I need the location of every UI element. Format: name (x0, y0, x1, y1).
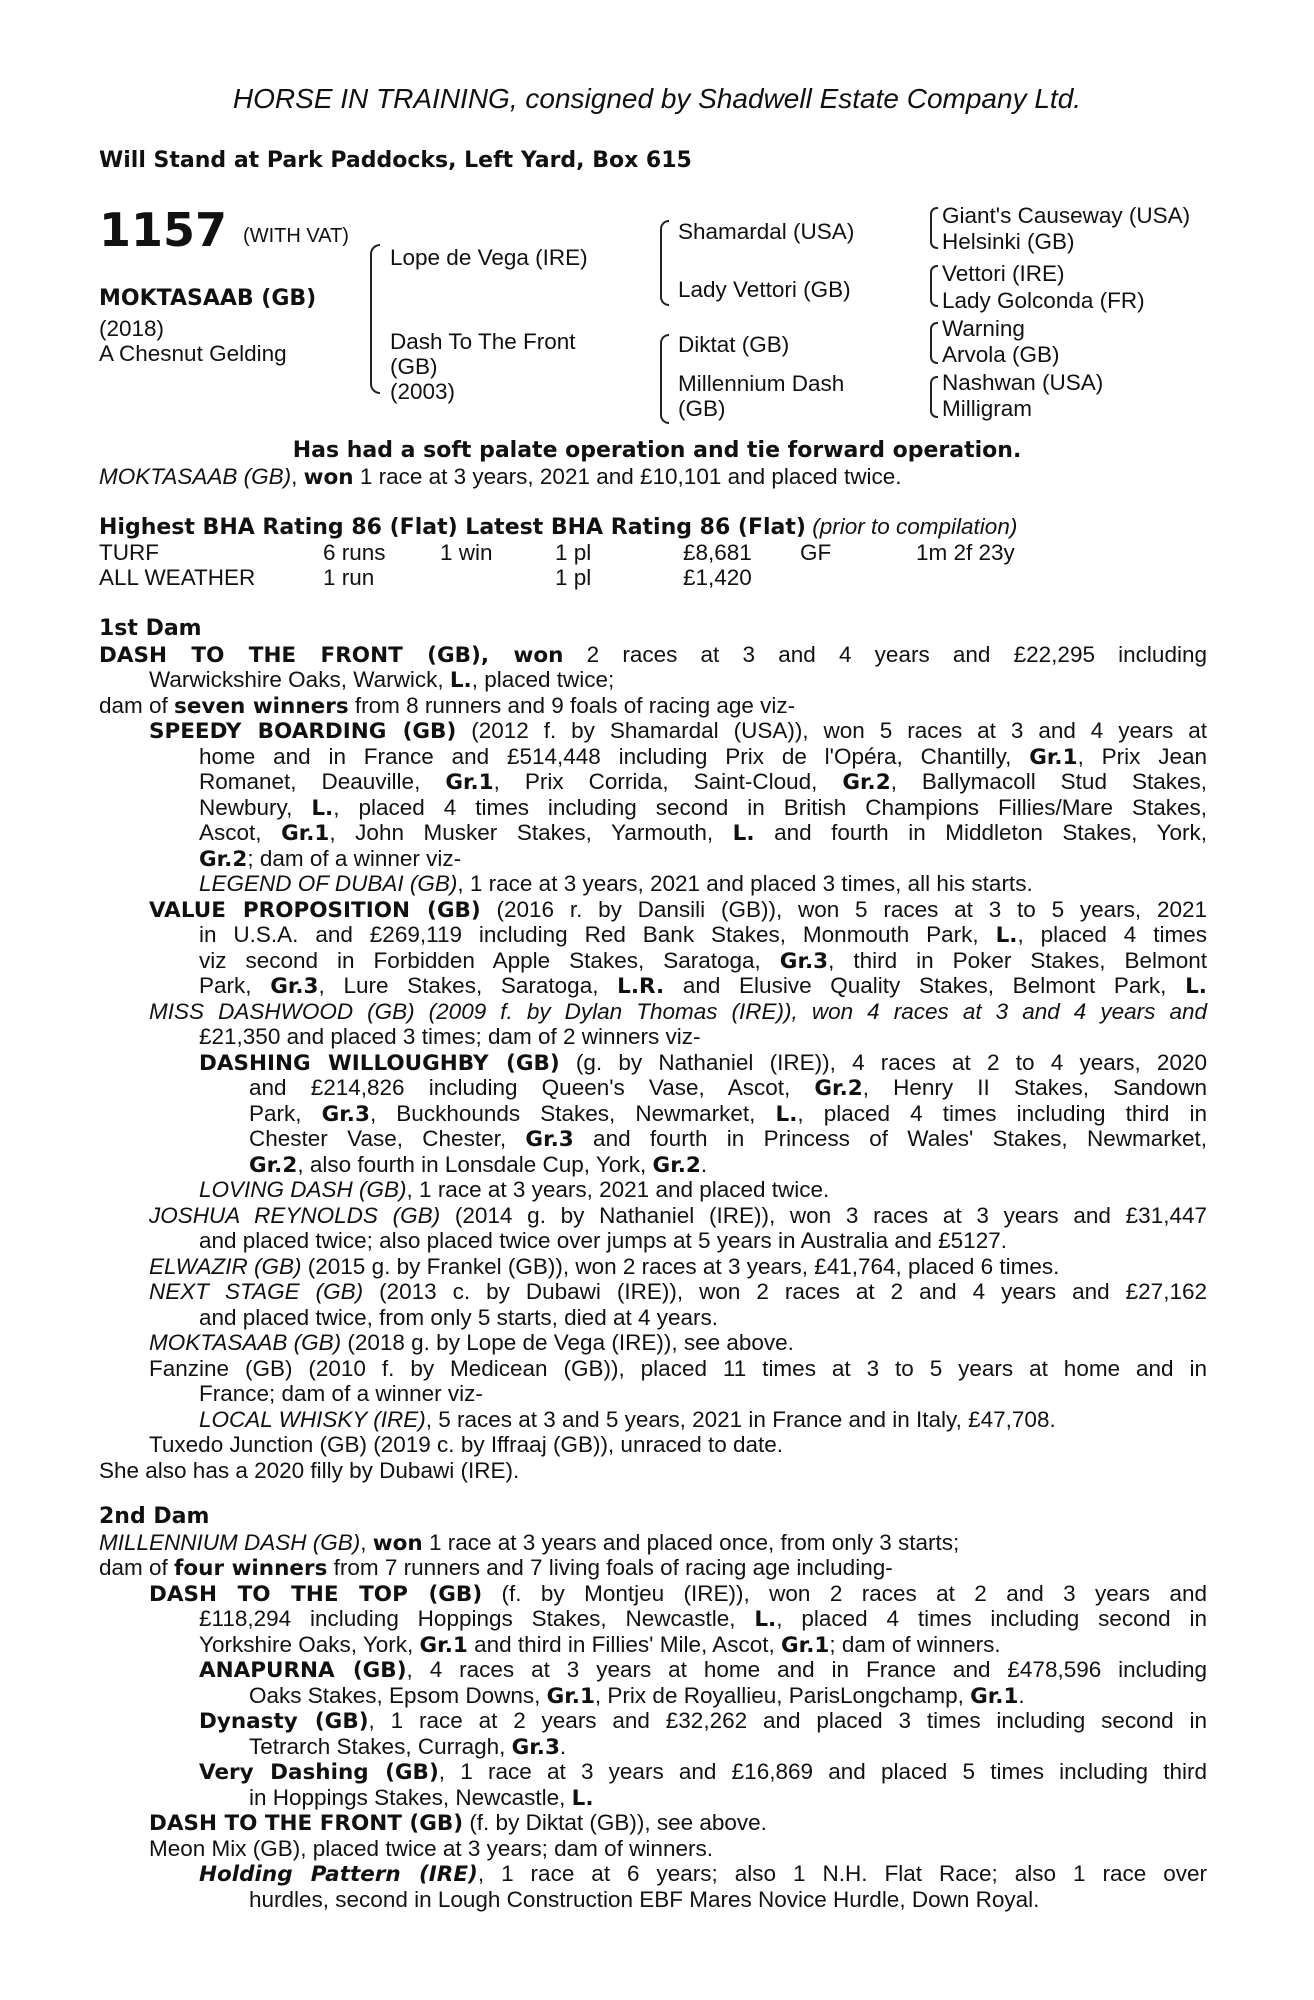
sd-line (99, 1581, 1207, 1607)
fd-t60: Gr.2 (249, 1152, 298, 1178)
first-dam-section (99, 616, 1207, 1483)
fd-line (99, 744, 1207, 770)
sd-s05: dam of (99, 1555, 175, 1580)
fd-t54: , Buckhounds Stakes, Newmarket, (369, 1100, 776, 1126)
sd-s20: Oaks Stakes, Epsom Downs, (249, 1682, 547, 1708)
sd-line (99, 1887, 1207, 1913)
fd-t31: VALUE PROPOSITION (GB) (149, 897, 481, 923)
sd-s29: . (559, 1733, 567, 1759)
operation-note: Has had a soft palate operation and tie forward operation. (292, 438, 1022, 463)
fd-t73: and placed twice, from only 5 starts, died at 4 years. (199, 1304, 719, 1330)
fd-line (99, 667, 1207, 693)
fd-t15: Gr.1 (445, 770, 494, 795)
sd-s38: , 1 race at 6 years; also 1 N.H. Flat Race; also 1 race over (477, 1861, 1207, 1886)
fd-t76: Fanzine (GB) (2010 f. by Medicean (GB)), placed 11 times at 3 to 5 years at home and in (149, 1355, 1207, 1381)
dam-dam-sire: Nashwan (USA) (942, 370, 1104, 395)
sd-s25: Dynasty (GB) (199, 1709, 369, 1734)
fd-t16: , Prix Corrida, Saint-Cloud, (493, 769, 843, 794)
fd-t17: Gr.2 (842, 770, 891, 795)
fd-t07: seven winners (174, 693, 349, 719)
fd-t04: L. (449, 668, 472, 693)
sd-s13: Yorkshire Oaks, York, (199, 1631, 420, 1657)
sd-line (99, 1632, 1207, 1658)
sd-s27: Tetrarch Stakes, Curragh, (249, 1733, 512, 1759)
turf-distance: 1m 2f 23y (916, 540, 1015, 565)
fd-t74: MOKTASAAB (GB) (149, 1330, 342, 1355)
sd-s17: ; dam of winners. (829, 1631, 1001, 1657)
fd-t14: Romanet, Deauville, (199, 769, 446, 794)
fd-line (99, 1101, 1207, 1127)
dam-brace (660, 334, 669, 424)
fd-t30: , 1 race at 3 years, 2021 and placed 3 times, all his starts. (457, 871, 1033, 896)
fd-line (99, 1432, 1207, 1458)
fd-t26: and fourth in Middleton Stakes, York, (754, 820, 1207, 845)
fd-line (99, 1407, 1207, 1433)
sd-s16: Gr.1 (781, 1632, 830, 1658)
dam-origin: (GB) (390, 354, 438, 379)
dam-name: Dash To The Front (390, 329, 576, 354)
sire-dam-dam: Lady Golconda (FR) (942, 288, 1145, 313)
fd-line (99, 973, 1207, 999)
sd-s21: Gr.1 (546, 1683, 595, 1709)
fd-t56: , placed 4 times including third in (797, 1100, 1207, 1126)
sd-s22: , Prix de Royallieu, ParisLongchamp, (594, 1682, 971, 1708)
fd-t39: Park, (199, 973, 271, 998)
dam-dam-origin: (GB) (678, 396, 726, 421)
turf-runs: 6 runs (323, 540, 386, 565)
horse-description: A Chesnut Gelding (99, 341, 287, 366)
fd-t12: Gr.1 (1029, 744, 1078, 770)
sd-line (99, 1759, 1207, 1785)
sd-line (99, 1836, 1207, 1862)
turf-surface: TURF (99, 540, 159, 565)
fd-line (99, 1050, 1207, 1076)
sd-line (99, 1657, 1207, 1683)
fd-line (99, 1254, 1207, 1280)
fd-line (99, 922, 1207, 948)
sd-s18: ANAPURNA (GB) (199, 1658, 407, 1683)
sd-line (99, 1606, 1207, 1632)
fd-t51: , Henry II Stakes, Sandown (862, 1075, 1207, 1100)
sire-dam-sire: Vettori (IRE) (942, 261, 1065, 286)
sd-s39: hurdles, second in Lough Construction EBF Mares Novice Hurdle, Down Royal. (249, 1886, 1040, 1912)
fd-t72: (2013 c. by Dubawi (IRE)), won 2 races at 2 and 4 years and £27,162 (363, 1279, 1207, 1304)
sd-line (99, 1530, 1207, 1556)
fd-t34: L. (995, 923, 1018, 948)
stand-location: Will Stand at Park Paddocks, Left Yard, Box 615 (99, 148, 692, 173)
fd-line (99, 1330, 1207, 1356)
fd-t47: DASHING WILLOUGHBY (GB) (199, 1050, 560, 1076)
fd-t65: , 1 race at 3 years, 2021 and placed twice. (406, 1177, 830, 1202)
dam-dam-name: Millennium Dash (678, 371, 845, 396)
fd-t06: dam of (99, 692, 175, 718)
fd-line (99, 1177, 1207, 1203)
sd-s28: Gr.3 (511, 1734, 560, 1760)
fd-t70: (2015 g. by Frankel (GB)), won 2 races at 3 years, £41,764, placed 6 times. (301, 1253, 1060, 1279)
fd-t03: Warwickshire Oaks, Warwick, (149, 667, 450, 692)
race-summary: MOKTASAAB (GB), won 1 race at 3 years, 2021 and £10,101 and placed twice. (99, 464, 902, 490)
consignment-line: HORSE IN TRAINING, consigned by Shadwell Estate Company Ltd. (232, 83, 1082, 114)
sire-sire-dam: Helsinki (GB) (942, 229, 1075, 254)
fd-line (99, 1279, 1207, 1305)
fd-t61: , also fourth in Lonsdale Cup, York, (297, 1151, 653, 1177)
sd-line (99, 1555, 1207, 1581)
sd-s19: , 4 races at 3 years at home and in France and £478,596 including (406, 1657, 1207, 1682)
sd-s24: . (1018, 1682, 1025, 1708)
fd-t05: , placed twice; (471, 667, 615, 692)
dam-sire-dam: Arvola (GB) (942, 342, 1060, 367)
fd-t08: from 8 runners and 9 foals of racing age viz- (348, 692, 796, 718)
fd-t27: Gr.2 (199, 846, 248, 872)
fd-t66: JOSHUA REYNOLDS (GB) (149, 1202, 441, 1228)
fd-t18: , Ballymacoll Stud Stakes, (890, 769, 1207, 794)
fd-t20: L. (311, 795, 334, 821)
second-dam-section (99, 1504, 1207, 1912)
sd-s07: from 7 runners and 7 living foals of racing age including- (327, 1555, 893, 1580)
sd-s30: Very Dashing (GB) (199, 1760, 439, 1785)
sd-line (99, 1810, 1207, 1836)
fd-line (99, 1458, 1207, 1484)
fd-t69: ELWAZIR (GB) (149, 1253, 302, 1279)
aw-surface: ALL WEATHER (99, 565, 256, 590)
summary-won: won (303, 465, 354, 490)
sd-s32: in Hoppings Stakes, Newcastle, (249, 1784, 572, 1810)
fd-t29: LEGEND OF DUBAI (GB) (199, 871, 458, 896)
fd-t49: and £214,826 including Queen's Vase, Ascot, (249, 1075, 815, 1100)
sd-s14: Gr.1 (419, 1632, 468, 1658)
fd-t52: Park, (249, 1100, 322, 1126)
fd-line (99, 846, 1207, 872)
sd-s08: DASH TO THE TOP (GB) (149, 1581, 483, 1607)
fd-line (99, 1203, 1207, 1229)
first-dam-heading: 1st Dam (99, 616, 202, 641)
fd-t68: and placed twice; also placed twice over jumps at 5 years in Australia and £5127. (199, 1228, 1007, 1253)
fd-t44: L. (1185, 974, 1207, 999)
sd-line (99, 1734, 1207, 1760)
fd-line (99, 1024, 1207, 1050)
fd-t45: MISS DASHWOOD (GB) (2009 f. by Dylan Thomas (IRE)), won 4 races at 3 and 4 years and (149, 998, 1207, 1024)
sd-s11: L. (754, 1607, 777, 1632)
fd-line (99, 1381, 1207, 1407)
turf-wins: 1 win (440, 540, 493, 565)
sire-brace (660, 220, 669, 306)
fd-t02: 2 races at 3 and 4 years and £22,295 including (563, 641, 1207, 667)
sd-s02: , (360, 1529, 373, 1555)
sd-line (99, 1861, 1207, 1887)
lot-number (99, 205, 349, 265)
sd-s01: MILLENNIUM DASH (GB) (99, 1529, 361, 1555)
dam-dam (678, 371, 844, 421)
fd-t38: , third in Poker Stakes, Belmont (828, 947, 1207, 973)
fd-t22: Ascot, (199, 820, 282, 845)
fd-t43: and Elusive Quality Stakes, Belmont Park, (664, 973, 1186, 998)
fd-t63: . (700, 1151, 708, 1177)
fd-t01: DASH TO THE FRONT (GB), won (99, 642, 564, 668)
fd-t75: (2018 g. by Lope de Vega (IRE)), see above. (341, 1330, 794, 1355)
sd-s09: (f. by Montjeu (IRE)), won 2 races at 2 and 3 years and (482, 1580, 1207, 1606)
dam-sire: Diktat (GB) (678, 332, 790, 357)
fd-t79: , 5 races at 3 and 5 years, 2021 in France and in Italy, £47,708. (425, 1406, 1056, 1432)
fd-t50: Gr.2 (814, 1076, 863, 1101)
fd-t32: (2016 r. by Dansili (GB)), won 5 races at 3 to 5 years, 2021 (480, 896, 1207, 922)
dam-year: (2003) (390, 379, 456, 404)
lot-number-value: 1157 (99, 203, 228, 257)
dam (390, 329, 576, 404)
fd-t37: Gr.3 (779, 948, 829, 974)
fd-t46: £21,350 and placed 3 times; dam of 2 winners viz- (199, 1024, 701, 1049)
aw-prize: £1,420 (683, 565, 752, 590)
fd-t48: (g. by Nathaniel (IRE)), 4 races at 2 to 4 years, 2020 (559, 1049, 1207, 1075)
sd-s04: 1 race at 3 years and placed once, from only 3 starts; (422, 1529, 960, 1555)
fd-line (99, 718, 1207, 744)
sire: Lope de Vega (IRE) (390, 245, 588, 270)
fd-t41: , Lure Stakes, Saratoga, (318, 973, 618, 998)
sd-s15: and third in Fillies' Mile, Ascot, (467, 1631, 782, 1657)
fd-t53: Gr.3 (321, 1101, 370, 1127)
dam-dam-dam: Milligram (942, 396, 1032, 421)
fd-t64: LOVING DASH (GB) (199, 1177, 407, 1202)
dam-sire-sire: Warning (942, 316, 1025, 341)
fd-line (99, 1228, 1207, 1254)
dd-brace (930, 376, 938, 418)
sd-s31: , 1 race at 3 years and £16,869 and placed 5 times including third (438, 1759, 1207, 1784)
second-dam-heading: 2nd Dam (99, 1504, 210, 1529)
fd-t40: Gr.3 (270, 974, 319, 999)
fd-t33: in U.S.A. and £269,119 including Red Bank Stakes, Monmouth Park, (199, 922, 996, 947)
turf-placed: 1 pl (555, 540, 592, 565)
horse-name: MOKTASAAB (GB) (99, 286, 317, 311)
rating-note: (prior to compilation) (812, 514, 1018, 539)
fd-t77: France; dam of a winner viz- (199, 1381, 483, 1406)
fd-t24: , John Musker Stakes, Yarmouth, (329, 820, 733, 845)
fd-line (99, 820, 1207, 846)
fd-line (99, 1305, 1207, 1331)
sd-s03: won (372, 1530, 423, 1556)
fd-t35: , placed 4 times (1017, 922, 1207, 947)
vat-note: (WITH VAT) (243, 225, 349, 247)
fd-t78: LOCAL WHISKY (IRE) (199, 1406, 426, 1432)
sd-s36: Meon Mix (GB), placed twice at 3 years; dam of winners. (149, 1835, 713, 1861)
fd-t62: Gr.2 (652, 1152, 701, 1178)
sd-s10: £118,294 including Hoppings Stakes, Newcastle, (199, 1606, 755, 1631)
sd-brace (930, 265, 938, 307)
fd-t19: Newbury, (199, 794, 312, 820)
fd-t11: home and in France and £514,448 including Prix de l'Opéra, Chantilly, (199, 743, 1030, 769)
sd-s12: , placed 4 times including second in (776, 1606, 1207, 1631)
aw-placed: 1 pl (555, 565, 592, 590)
fd-line (99, 948, 1207, 974)
fd-t10: (2012 f. by Shamardal (USA)), won 5 races at 3 and 4 years at (456, 718, 1207, 743)
fd-line (99, 1126, 1207, 1152)
fd-t81: She also has a 2020 filly by Dubawi (IRE). (99, 1457, 520, 1483)
sd-s35: (f. by Diktat (GB)), see above. (463, 1810, 767, 1835)
fd-t58: Gr.3 (525, 1127, 574, 1152)
horse-year: (2018) (99, 316, 165, 341)
summary-rest: 1 race at 3 years, 2021 and £10,101 and placed twice. (353, 464, 902, 489)
aw-runs: 1 run (323, 565, 375, 590)
fd-line (99, 999, 1207, 1025)
fd-line (99, 693, 1207, 719)
sd-s26: , 1 race at 2 years and £32,262 and placed 3 times including second in (368, 1708, 1207, 1733)
fd-t28: ; dam of a winner viz- (247, 845, 462, 871)
fd-line (99, 897, 1207, 923)
turf-going: GF (800, 540, 832, 565)
sd-line (99, 1708, 1207, 1734)
fd-line (99, 769, 1207, 795)
fd-t57: Chester Vase, Chester, (249, 1126, 526, 1151)
sd-line (99, 1683, 1207, 1709)
ds-brace (930, 322, 938, 364)
sd-s33: L. (571, 1785, 594, 1811)
fd-t23: Gr.1 (281, 821, 330, 846)
turf-prize: £8,681 (683, 540, 752, 565)
sd-s37: Holding Pattern (IRE) (199, 1862, 478, 1887)
pedigree-brace (370, 244, 380, 394)
fd-line (99, 795, 1207, 821)
fd-t09: SPEEDY BOARDING (GB) (149, 719, 457, 744)
sire-sire: Shamardal (USA) (678, 219, 855, 244)
fd-line (99, 871, 1207, 897)
rating-heading: Highest BHA Rating 86 (Flat) Latest BHA Rating 86 (Flat) (99, 515, 806, 540)
fd-t55: L. (775, 1101, 798, 1127)
sd-s23: Gr.1 (970, 1683, 1019, 1709)
fd-t80: Tuxedo Junction (GB) (2019 c. by Iffraaj (GB)), unraced to date. (149, 1432, 784, 1457)
fd-line (99, 1356, 1207, 1382)
sd-line (99, 1785, 1207, 1811)
fd-line (99, 642, 1207, 668)
fd-t25: L. (732, 821, 755, 846)
fd-t71: NEXT STAGE (GB) (149, 1279, 364, 1304)
fd-t59: and fourth in Princess of Wales' Stakes, Newmarket, (573, 1126, 1207, 1151)
sd-s06: four winners (174, 1556, 328, 1581)
sd-s34: DASH TO THE FRONT (GB) (149, 1811, 464, 1836)
fd-line (99, 1075, 1207, 1101)
fd-t36: viz second in Forbidden Apple Stakes, Saratoga, (199, 947, 780, 973)
fd-t13: , Prix Jean (1077, 743, 1207, 769)
summary-horse-name: MOKTASAAB (GB) (99, 464, 292, 489)
fd-t42: L.R. (617, 974, 665, 999)
sire-dam: Lady Vettori (GB) (678, 277, 851, 302)
fd-t21: , placed 4 times including second in British Champions Fillies/Mare Stakes, (333, 794, 1207, 820)
sire-sire-sire: Giant's Causeway (USA) (942, 203, 1191, 228)
rating-block (99, 514, 1017, 541)
ss-brace (930, 207, 938, 249)
fd-t67: (2014 g. by Nathaniel (IRE)), won 3 races at 3 years and £31,447 (440, 1202, 1207, 1228)
fd-line (99, 1152, 1207, 1178)
